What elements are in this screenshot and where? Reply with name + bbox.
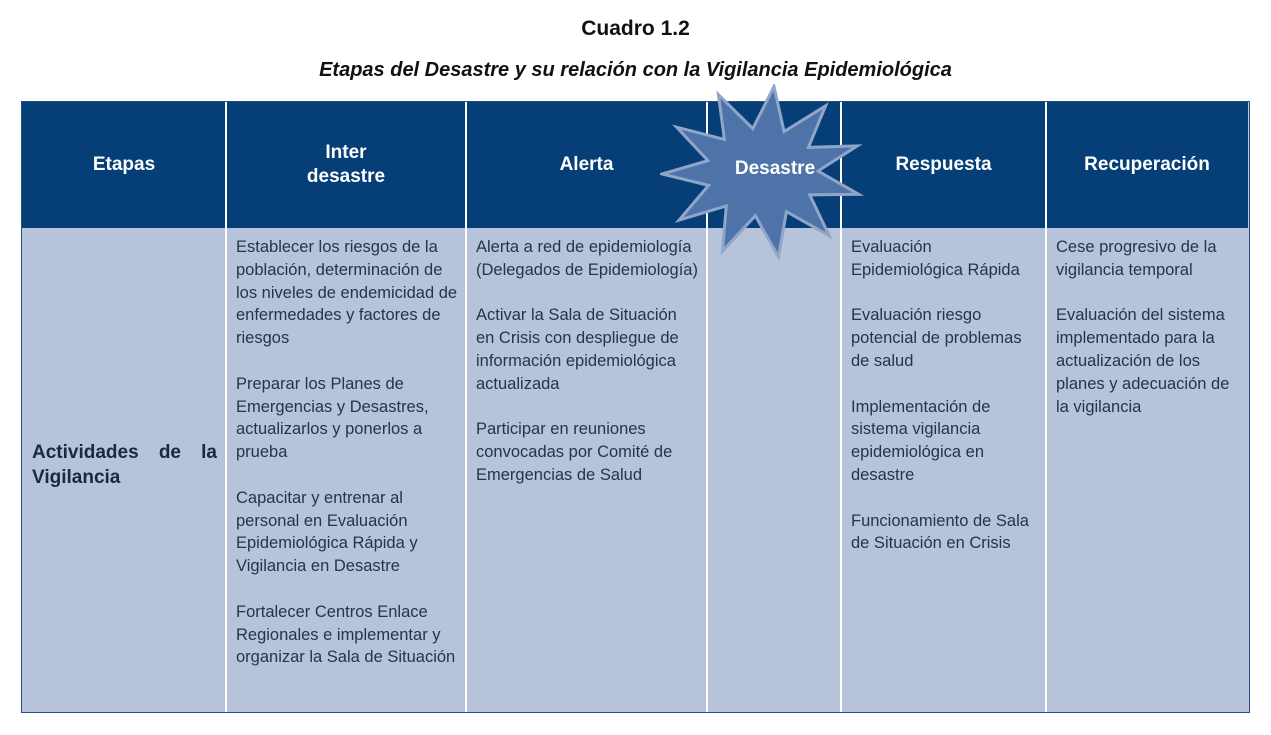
cell-recuperacion — [1046, 228, 1248, 712]
list-item: Evaluación riesgo potencial de problemas de salud — [851, 306, 1022, 370]
list-item: Evaluación del sistema implementado para la actualización de los planes y adecuación de la vigilancia — [1056, 306, 1230, 416]
list-item: Evaluación Epidemiológica Rápida — [851, 238, 1020, 279]
column-divider — [465, 102, 467, 712]
list-item: Participar en reuniones convocadas por Comité de Emergencias de Salud — [476, 420, 673, 484]
cell-alerta — [466, 228, 707, 712]
header-etapas: Etapas — [22, 102, 226, 228]
list-item: Capacitar y entrenar al personal en Evaluación Epidemiológica Rápida y Vigilancia en Desastre — [236, 488, 418, 576]
list-item: Fortalecer Centros Enlace Regionales e implementar y organizar la Sala de Situación — [236, 602, 456, 667]
list-item: Cese progresivo de la vigilancia temporal — [1056, 238, 1217, 279]
header-inter-line1: Inter — [325, 142, 367, 163]
header-desastre: Desastre — [734, 158, 816, 179]
header-alerta: Alerta — [466, 102, 707, 228]
row-label-cell — [22, 228, 226, 712]
header-inter-desastre — [226, 102, 466, 228]
table-caption-title: Etapas del Desastre y su relación con la Vigilancia Epidemiológica — [319, 59, 952, 81]
list-item: Funcionamiento de Sala de Situación en Crisis — [851, 511, 1029, 553]
column-divider — [225, 102, 227, 712]
stages-table — [21, 101, 1250, 713]
list-item: Preparar los Planes de Emergencias y Desastres, actualizarlos y ponerlos a prueba — [236, 374, 429, 462]
cell-inter-desastre — [226, 228, 466, 712]
list-item: Establecer los riesgos de la población, determinación de los niveles de endemicidad de enfermedades y factores de riesgos — [236, 238, 458, 348]
list-item: Implementación de sistema vigilancia epidemiológica en desastre — [851, 397, 991, 484]
cell-respuesta — [841, 228, 1046, 712]
column-divider — [1045, 102, 1047, 712]
header-recuperacion: Recuperación — [1046, 102, 1248, 228]
row-label: Actividades de la Vigilancia — [32, 442, 217, 488]
cell-desastre — [707, 228, 841, 712]
header-respuesta: Respuesta — [841, 102, 1046, 228]
list-item: Activar la Sala de Situación en Crisis con despliegue de información epidemiológica actualizada — [476, 306, 679, 393]
header-inter-line2: desastre — [306, 166, 386, 187]
table-caption-number: Cuadro 1.2 — [581, 17, 690, 40]
list-item: Alerta a red de epidemiología (Delegados de Epidemiología) — [476, 238, 698, 279]
